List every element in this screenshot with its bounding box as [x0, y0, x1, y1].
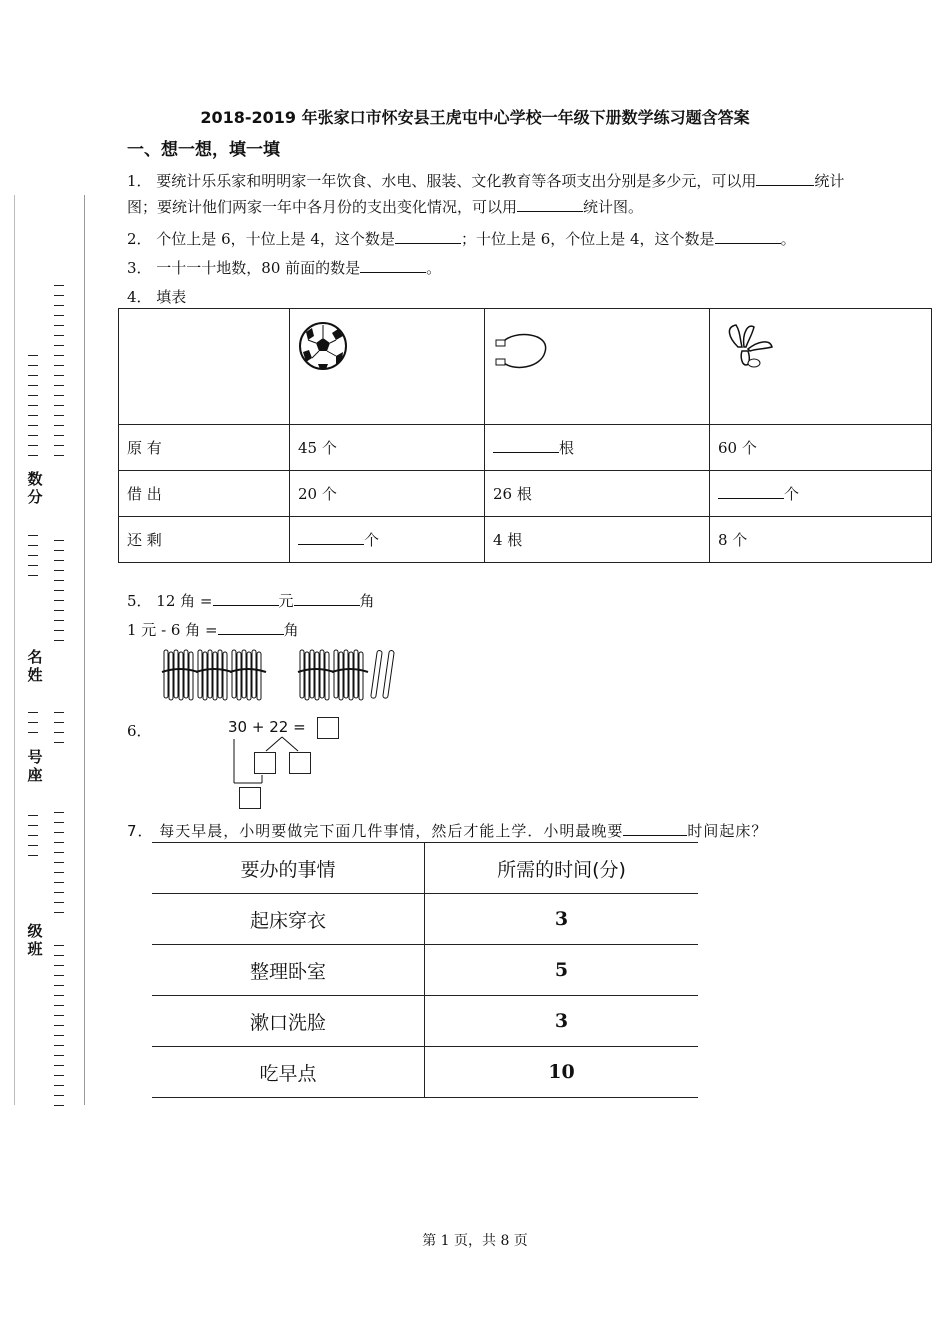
margin-label-score: 数分	[27, 470, 43, 506]
header-task: 要办的事情	[152, 843, 425, 893]
margin-dash	[28, 575, 38, 576]
q2-text-c: 。	[780, 230, 796, 248]
q7-text-b: 时间起床？	[687, 822, 768, 840]
task-cell: 漱口洗脸	[152, 996, 425, 1046]
margin-dash	[54, 385, 64, 386]
stick-bundle	[196, 650, 232, 700]
margin-dash	[54, 1025, 64, 1026]
margin-dash	[54, 1055, 64, 1056]
q1-text-a: 1． 要统计乐乐家和明明家一年饮食、水电、服装、文化教育等各项支出分别是多少元，可以用	[127, 172, 757, 190]
q1-blank-1[interactable]	[756, 171, 814, 186]
soccer-ball-icon	[298, 320, 348, 372]
margin-dash	[28, 712, 38, 713]
margin-dash	[28, 445, 38, 446]
single-stick	[383, 650, 395, 698]
q3-text-a: 3． 一十一十地数，80 前面的数是	[127, 259, 361, 277]
margin-dash	[54, 842, 64, 843]
time-cell: 10	[548, 1061, 575, 1083]
table-cell	[290, 517, 485, 563]
q5-blank-2[interactable]	[294, 591, 360, 606]
margin-dash	[54, 425, 64, 426]
row-label: 借 出	[119, 471, 290, 517]
margin-dash	[54, 415, 64, 416]
table-cell: 26 根	[485, 471, 710, 517]
margin-dash	[54, 345, 64, 346]
shuttlecock-cell	[710, 309, 932, 425]
margin-dash	[28, 455, 38, 456]
q6-operand-b: 22	[269, 718, 289, 736]
q1-text-b: 统计	[814, 172, 845, 190]
margin-dash	[54, 742, 64, 743]
margin-dash	[54, 1065, 64, 1066]
margin-dash	[54, 1105, 64, 1106]
question-3	[127, 255, 441, 281]
page-footer: 第 1 页，共 8 页	[422, 1233, 528, 1249]
binding-line-outer	[14, 195, 15, 1105]
margin-dash	[54, 832, 64, 833]
q6-operator: +	[251, 718, 265, 736]
margin-dash	[28, 375, 38, 376]
stick-bundle	[332, 650, 368, 700]
margin-dash	[54, 902, 64, 903]
margin-dash	[28, 355, 38, 356]
margin-dash	[54, 852, 64, 853]
margin-dash	[28, 395, 38, 396]
q6-expression	[228, 718, 306, 736]
margin-dash	[54, 1095, 64, 1096]
margin-dash	[54, 570, 64, 571]
margin-dash	[54, 995, 64, 996]
margin-dash	[54, 640, 64, 641]
margin-dash	[54, 912, 64, 913]
margin-dash	[54, 955, 64, 956]
soccer-ball-cell	[290, 309, 485, 425]
margin-dash	[54, 985, 64, 986]
margin-dash	[54, 732, 64, 733]
q6-equals: =	[293, 718, 306, 736]
q7-text-a: 7． 每天早晨，小明要做完下面几件事情，然后才能上学．小明最晚要	[127, 822, 624, 840]
table-cell: 60 个	[710, 425, 932, 471]
table-row	[152, 894, 698, 945]
margin-dash	[54, 365, 64, 366]
q5-blank-1[interactable]	[213, 591, 279, 606]
margin-dash	[28, 415, 38, 416]
page-title: 2018-2019 年张家口市怀安县王虎屯中心学校一年级下册数学练习题含答案	[200, 108, 750, 127]
margin-dash	[54, 610, 64, 611]
margin-dash	[28, 825, 38, 826]
q3-blank[interactable]	[360, 258, 426, 273]
table-cell: 20 个	[290, 471, 485, 517]
margin-dash	[54, 975, 64, 976]
margin-dash	[54, 872, 64, 873]
question-1	[127, 168, 927, 220]
margin-dash	[54, 395, 64, 396]
margin-dash	[54, 315, 64, 316]
margin-dash	[28, 535, 38, 536]
margin-dash	[28, 732, 38, 733]
question-7	[127, 818, 767, 844]
margin-dash	[28, 815, 38, 816]
margin-dash	[54, 590, 64, 591]
q7-blank[interactable]	[623, 821, 687, 836]
section-heading: 一、想一想，填一填	[127, 140, 280, 160]
table-header-row	[152, 843, 698, 894]
table-cell: 8 个	[710, 517, 932, 563]
table-row	[119, 471, 932, 517]
binding-line-inner	[84, 195, 85, 1105]
task-cell: 整理卧室	[152, 945, 425, 995]
margin-dash	[28, 855, 38, 856]
header-time: 所需的时间(分)	[497, 858, 626, 881]
q5-blank-3[interactable]	[218, 620, 284, 635]
margin-dash	[54, 712, 64, 713]
table-blank[interactable]	[718, 484, 784, 499]
margin-dash	[54, 630, 64, 631]
margin-dash	[28, 555, 38, 556]
margin-dash	[28, 845, 38, 846]
table-blank[interactable]	[493, 438, 559, 453]
time-cell: 5	[554, 959, 569, 981]
q6-split-lines	[230, 735, 310, 795]
margin-dash	[54, 455, 64, 456]
margin-dash	[28, 545, 38, 546]
stick-bundle	[298, 650, 334, 700]
margin-dash	[28, 405, 38, 406]
q2-text-a: 2． 个位上是 6，十位上是 4，这个数是	[127, 230, 395, 248]
unit-label: 个	[784, 485, 800, 503]
margin-dash	[54, 945, 64, 946]
table-row	[152, 996, 698, 1047]
q2-text-b: ；十位上是 6，个位上是 4，这个数是	[460, 230, 715, 248]
time-cell: 3	[554, 908, 569, 930]
q2-blank-2[interactable]	[715, 229, 781, 244]
margin-dash	[54, 1015, 64, 1016]
table-row	[119, 517, 932, 563]
margin-dash	[28, 565, 38, 566]
question-2	[127, 226, 796, 252]
margin-dash	[54, 722, 64, 723]
q1-text-d: 统计图。	[583, 198, 644, 216]
margin-dash	[54, 1075, 64, 1076]
margin-dash	[54, 1035, 64, 1036]
q3-text-b: 。	[426, 259, 442, 277]
time-table	[152, 842, 698, 1098]
table-cell: 45 个	[290, 425, 485, 471]
margin-dash	[54, 862, 64, 863]
table-cell	[710, 471, 932, 517]
q2-blank-1[interactable]	[395, 229, 461, 244]
margin-dash	[54, 405, 64, 406]
margin-dash	[54, 540, 64, 541]
margin-dash	[54, 965, 64, 966]
stick-bundles-illustration	[160, 644, 410, 702]
margin-dash	[54, 435, 64, 436]
q5-text-b: 元	[278, 592, 294, 610]
margin-label-name: 名姓	[27, 648, 43, 684]
q6-label: 6．	[127, 722, 152, 740]
margin-dash	[54, 325, 64, 326]
question-5	[127, 588, 375, 643]
task-cell: 吃早点	[152, 1047, 425, 1097]
unit-label: 个	[364, 531, 380, 549]
shuttlecock-icon	[718, 317, 780, 373]
q4-label: 4． 填表	[127, 288, 187, 306]
margin-dash	[54, 580, 64, 581]
q1-text-c: 图；要统计他们两家一年中各月份的支出变化情况，可以用	[127, 198, 518, 216]
margin-dash	[54, 1005, 64, 1006]
margin-dash	[28, 835, 38, 836]
margin-dash	[28, 722, 38, 723]
table-cell: 4 根	[485, 517, 710, 563]
margin-dash	[54, 335, 64, 336]
q5-text-c: 角	[359, 592, 375, 610]
q5-text-e: 角	[283, 621, 299, 639]
margin-dash	[54, 1045, 64, 1046]
row-label: 原 有	[119, 425, 290, 471]
q5-text-a: 5． 12 角 =	[127, 592, 213, 610]
margin-dash	[28, 365, 38, 366]
margin-dash	[54, 355, 64, 356]
margin-dash	[54, 882, 64, 883]
margin-dash	[28, 385, 38, 386]
margin-label-seat: 号座	[27, 748, 43, 784]
margin-dash	[54, 295, 64, 296]
stick-bundle	[162, 650, 198, 700]
q5-text-d: 1 元 - 6 角 =	[127, 621, 218, 639]
margin-dash	[54, 285, 64, 286]
stick-bundle	[230, 650, 266, 700]
unit-label: 根	[559, 439, 575, 457]
margin-dash	[54, 600, 64, 601]
margin-dash	[54, 822, 64, 823]
margin-dash	[28, 435, 38, 436]
task-cell: 起床穿衣	[152, 894, 425, 944]
single-stick	[371, 650, 383, 698]
margin-dash	[54, 445, 64, 446]
jump-rope-icon	[493, 332, 549, 372]
margin-dash	[28, 425, 38, 426]
row-label: 还 剩	[119, 517, 290, 563]
q1-blank-2[interactable]	[517, 197, 583, 212]
table-blank[interactable]	[298, 530, 364, 545]
margin-label-class: 级班	[27, 922, 43, 958]
time-cell: 3	[554, 1010, 569, 1032]
table-cell	[485, 425, 710, 471]
margin-dash	[54, 305, 64, 306]
margin-dash	[54, 375, 64, 376]
q6-operand-a: 30	[228, 718, 248, 736]
margin-dash	[54, 620, 64, 621]
q6-answer-box[interactable]	[317, 717, 339, 739]
table-row	[152, 945, 698, 996]
margin-dash	[54, 560, 64, 561]
margin-dash	[54, 892, 64, 893]
margin-dash	[54, 550, 64, 551]
table-row	[152, 1047, 698, 1098]
fill-table	[118, 308, 932, 563]
table-corner-cell	[119, 309, 290, 425]
table-row	[119, 425, 932, 471]
jump-rope-cell	[485, 309, 710, 425]
margin-dash	[54, 1085, 64, 1086]
margin-dash	[54, 812, 64, 813]
